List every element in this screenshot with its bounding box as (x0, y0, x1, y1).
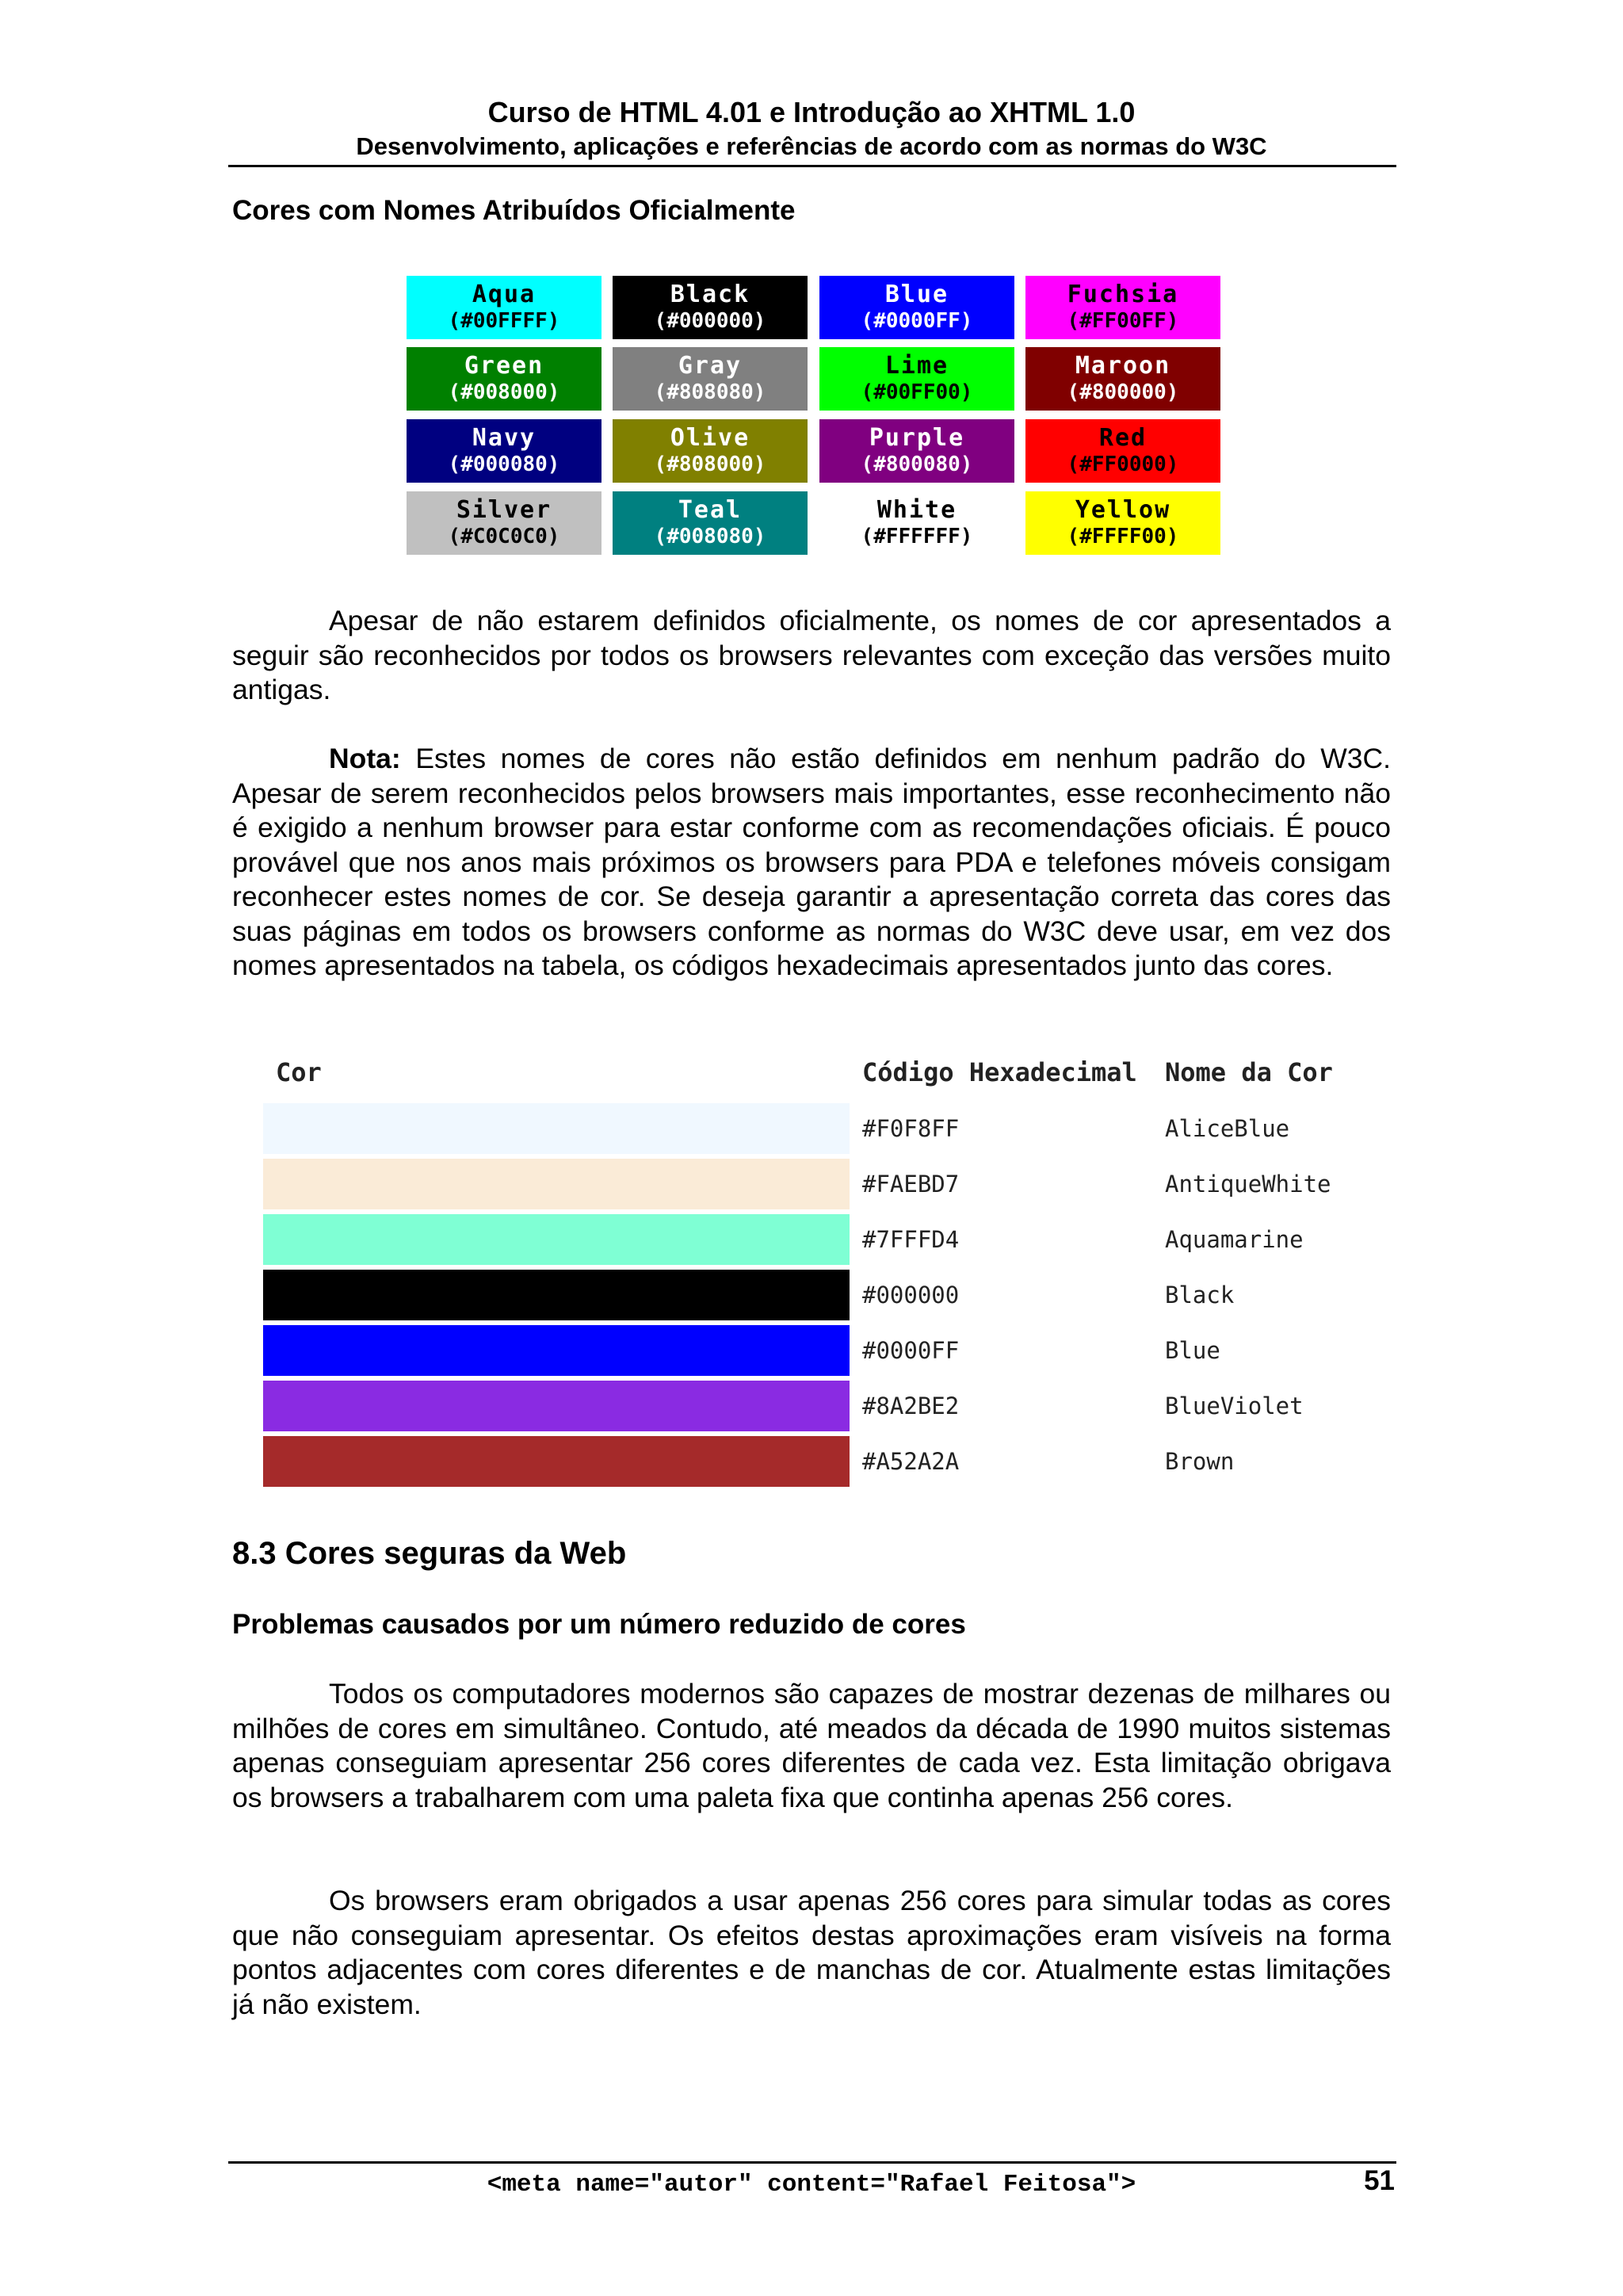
color-cell-name: Gray (678, 352, 743, 380)
color-swatch (263, 1214, 850, 1265)
color-cell-name: Red (1098, 424, 1148, 452)
table-cell-hex: #7FFFD4 (862, 1226, 960, 1253)
color-cell-maroon (1025, 347, 1220, 411)
header-divider (228, 165, 1396, 167)
table-cell-name: Blue (1165, 1337, 1220, 1364)
table-cell-hex: #000000 (862, 1282, 960, 1308)
color-cell-lime (819, 347, 1014, 411)
color-cell-code: (#008000) (448, 380, 560, 404)
color-cell-name: Silver (456, 496, 552, 524)
document-subtitle: Desenvolvimento, aplicações e referências de acordo com as normas do W3C (356, 132, 1267, 160)
color-cell-name: Yellow (1075, 496, 1171, 524)
color-cell-purple (819, 419, 1014, 483)
paragraph-modern-computers (232, 1677, 1391, 1815)
color-cell-teal (613, 491, 808, 555)
paragraph-browsers-256 (232, 1884, 1391, 2022)
color-swatch (263, 1103, 850, 1154)
color-cell-white (819, 491, 1014, 555)
table-header-name: Nome da Cor (1165, 1057, 1333, 1087)
color-cell-fuchsia (1025, 276, 1220, 339)
section-heading-web-safe: 8.3 Cores seguras da Web (232, 1536, 627, 1571)
color-cell-blue (819, 276, 1014, 339)
color-cell-red (1025, 419, 1220, 483)
color-cell-code: (#FF0000) (1067, 453, 1179, 476)
color-cell-name: Lime (884, 352, 949, 380)
table-cell-name: AliceBlue (1165, 1115, 1290, 1142)
color-cell-code: (#000000) (654, 309, 766, 333)
color-cell-code: (#FFFFFF) (861, 525, 973, 548)
color-cell-code: (#0000FF) (861, 309, 973, 333)
color-cell-gray (613, 347, 808, 411)
color-cell-name: Black (670, 281, 750, 308)
note-text: Estes nomes de cores não estão definidos em nenhum padrão do W3C. Apesar de serem reconhecidos pelos browsers mais importantes, esse reconhecimento não é exigido a nenhum browser para estar conforme com as recomendações oficiais. É pouco provável que nos anos mais próximos os browsers para PDA e telefones móveis consigam reconhecer estes nomes de cor. Se deseja garantir a apresentação correta das cores das suas páginas em todos os browsers conforme as normas do W3C deve usar, em vez dos nomes apresentados na tabela, os códigos hexadecimais apresentados junto das cores. (232, 743, 1391, 981)
table-cell-name: Aquamarine (1165, 1226, 1304, 1253)
color-cell-name: Navy (472, 424, 537, 452)
color-cell-code: (#FFFF00) (1067, 525, 1179, 548)
section-heading-official-colors: Cores com Nomes Atribuídos Oficialmente (232, 195, 796, 226)
table-cell-hex: #FAEBD7 (862, 1171, 960, 1198)
color-cell-name: White (876, 496, 957, 524)
color-cell-code: (#800080) (861, 453, 973, 476)
document-title: Curso de HTML 4.01 e Introdução ao XHTML 1.0 (487, 96, 1136, 128)
color-cell-name: Teal (678, 496, 743, 524)
color-cell-name: Blue (884, 281, 949, 308)
color-cell-olive (613, 419, 808, 483)
color-cell-code: (#008080) (654, 525, 766, 548)
color-cell-code: (#808080) (654, 380, 766, 404)
paragraph-modern-computers-text: Todos os computadores modernos são capazes de mostrar dezenas de milhares ou milhões de cores em simultâneo. Contudo, até meados da década de 1990 muitos sistemas apenas conseguiam apresentar 256 cores diferentes de cada vez. Esta limitação obrigava os browsers a trabalharem com uma paleta fixa que continha apenas 256 cores. (232, 1678, 1391, 1813)
table-cell-name: Black (1165, 1282, 1235, 1308)
page-number: 51 (1364, 2165, 1395, 2196)
color-cell-code: (#00FF00) (861, 380, 973, 404)
table-cell-hex: #8A2BE2 (862, 1392, 960, 1419)
color-cell-navy (407, 419, 601, 483)
color-swatch (263, 1159, 850, 1209)
table-header-color: Cor (276, 1057, 322, 1087)
footer-meta-code: <meta name="autor" content="Rafael Feitosa"> (487, 2171, 1136, 2199)
color-cell-silver (407, 491, 601, 555)
color-cell-code: (#800000) (1067, 380, 1179, 404)
color-swatch (263, 1325, 850, 1376)
color-cell-name: Green (464, 352, 544, 380)
table-cell-name: Brown (1165, 1448, 1235, 1475)
color-cell-name: Maroon (1075, 352, 1171, 380)
color-cell-code: (#00FFFF) (448, 309, 560, 333)
table-cell-name: BlueViolet (1165, 1392, 1304, 1419)
table-cell-hex: #F0F8FF (862, 1115, 960, 1142)
table-cell-name: AntiqueWhite (1165, 1171, 1331, 1198)
table-header-hex: Código Hexadecimal (862, 1057, 1137, 1087)
paragraph-note (232, 742, 1391, 984)
color-swatch (263, 1270, 850, 1320)
table-cell-hex: #0000FF (862, 1337, 960, 1364)
paragraph-intro-text: Apesar de não estarem definidos oficialmente, os nomes de cor apresentados a seguir são reconhecidos por todos os browsers relevantes com exceção das versões muito antigas. (232, 605, 1391, 705)
table-cell-hex: #A52A2A (862, 1448, 960, 1475)
color-cell-black (613, 276, 808, 339)
footer-divider (228, 2161, 1396, 2164)
paragraph-browsers-256-text: Os browsers eram obrigados a usar apenas 256 cores para simular todas as cores que não conseguiam apresentar. Os efeitos destas aproximações eram visíveis na forma pontos adjacentes com cores diferentes e de manchas de cor. Atualmente estas limitações já não existem. (232, 1885, 1391, 2020)
official-color-grid (407, 276, 1217, 556)
color-cell-yellow (1025, 491, 1220, 555)
color-cell-name: Aqua (472, 281, 537, 308)
paragraph-intro (232, 604, 1391, 708)
color-cell-green (407, 347, 601, 411)
color-cell-code: (#000080) (448, 453, 560, 476)
color-swatch (263, 1436, 850, 1487)
subsection-heading-problems: Problemas causados por um número reduzido de cores (232, 1609, 966, 1640)
color-cell-aqua (407, 276, 601, 339)
color-cell-code: (#FF00FF) (1067, 309, 1179, 333)
color-swatch (263, 1381, 850, 1431)
color-cell-name: Fuchsia (1067, 281, 1179, 308)
color-cell-code: (#C0C0C0) (448, 525, 560, 548)
color-cell-code: (#808000) (654, 453, 766, 476)
color-cell-name: Purple (869, 424, 965, 452)
color-cell-name: Olive (670, 424, 750, 452)
note-label: Nota: (329, 743, 401, 774)
